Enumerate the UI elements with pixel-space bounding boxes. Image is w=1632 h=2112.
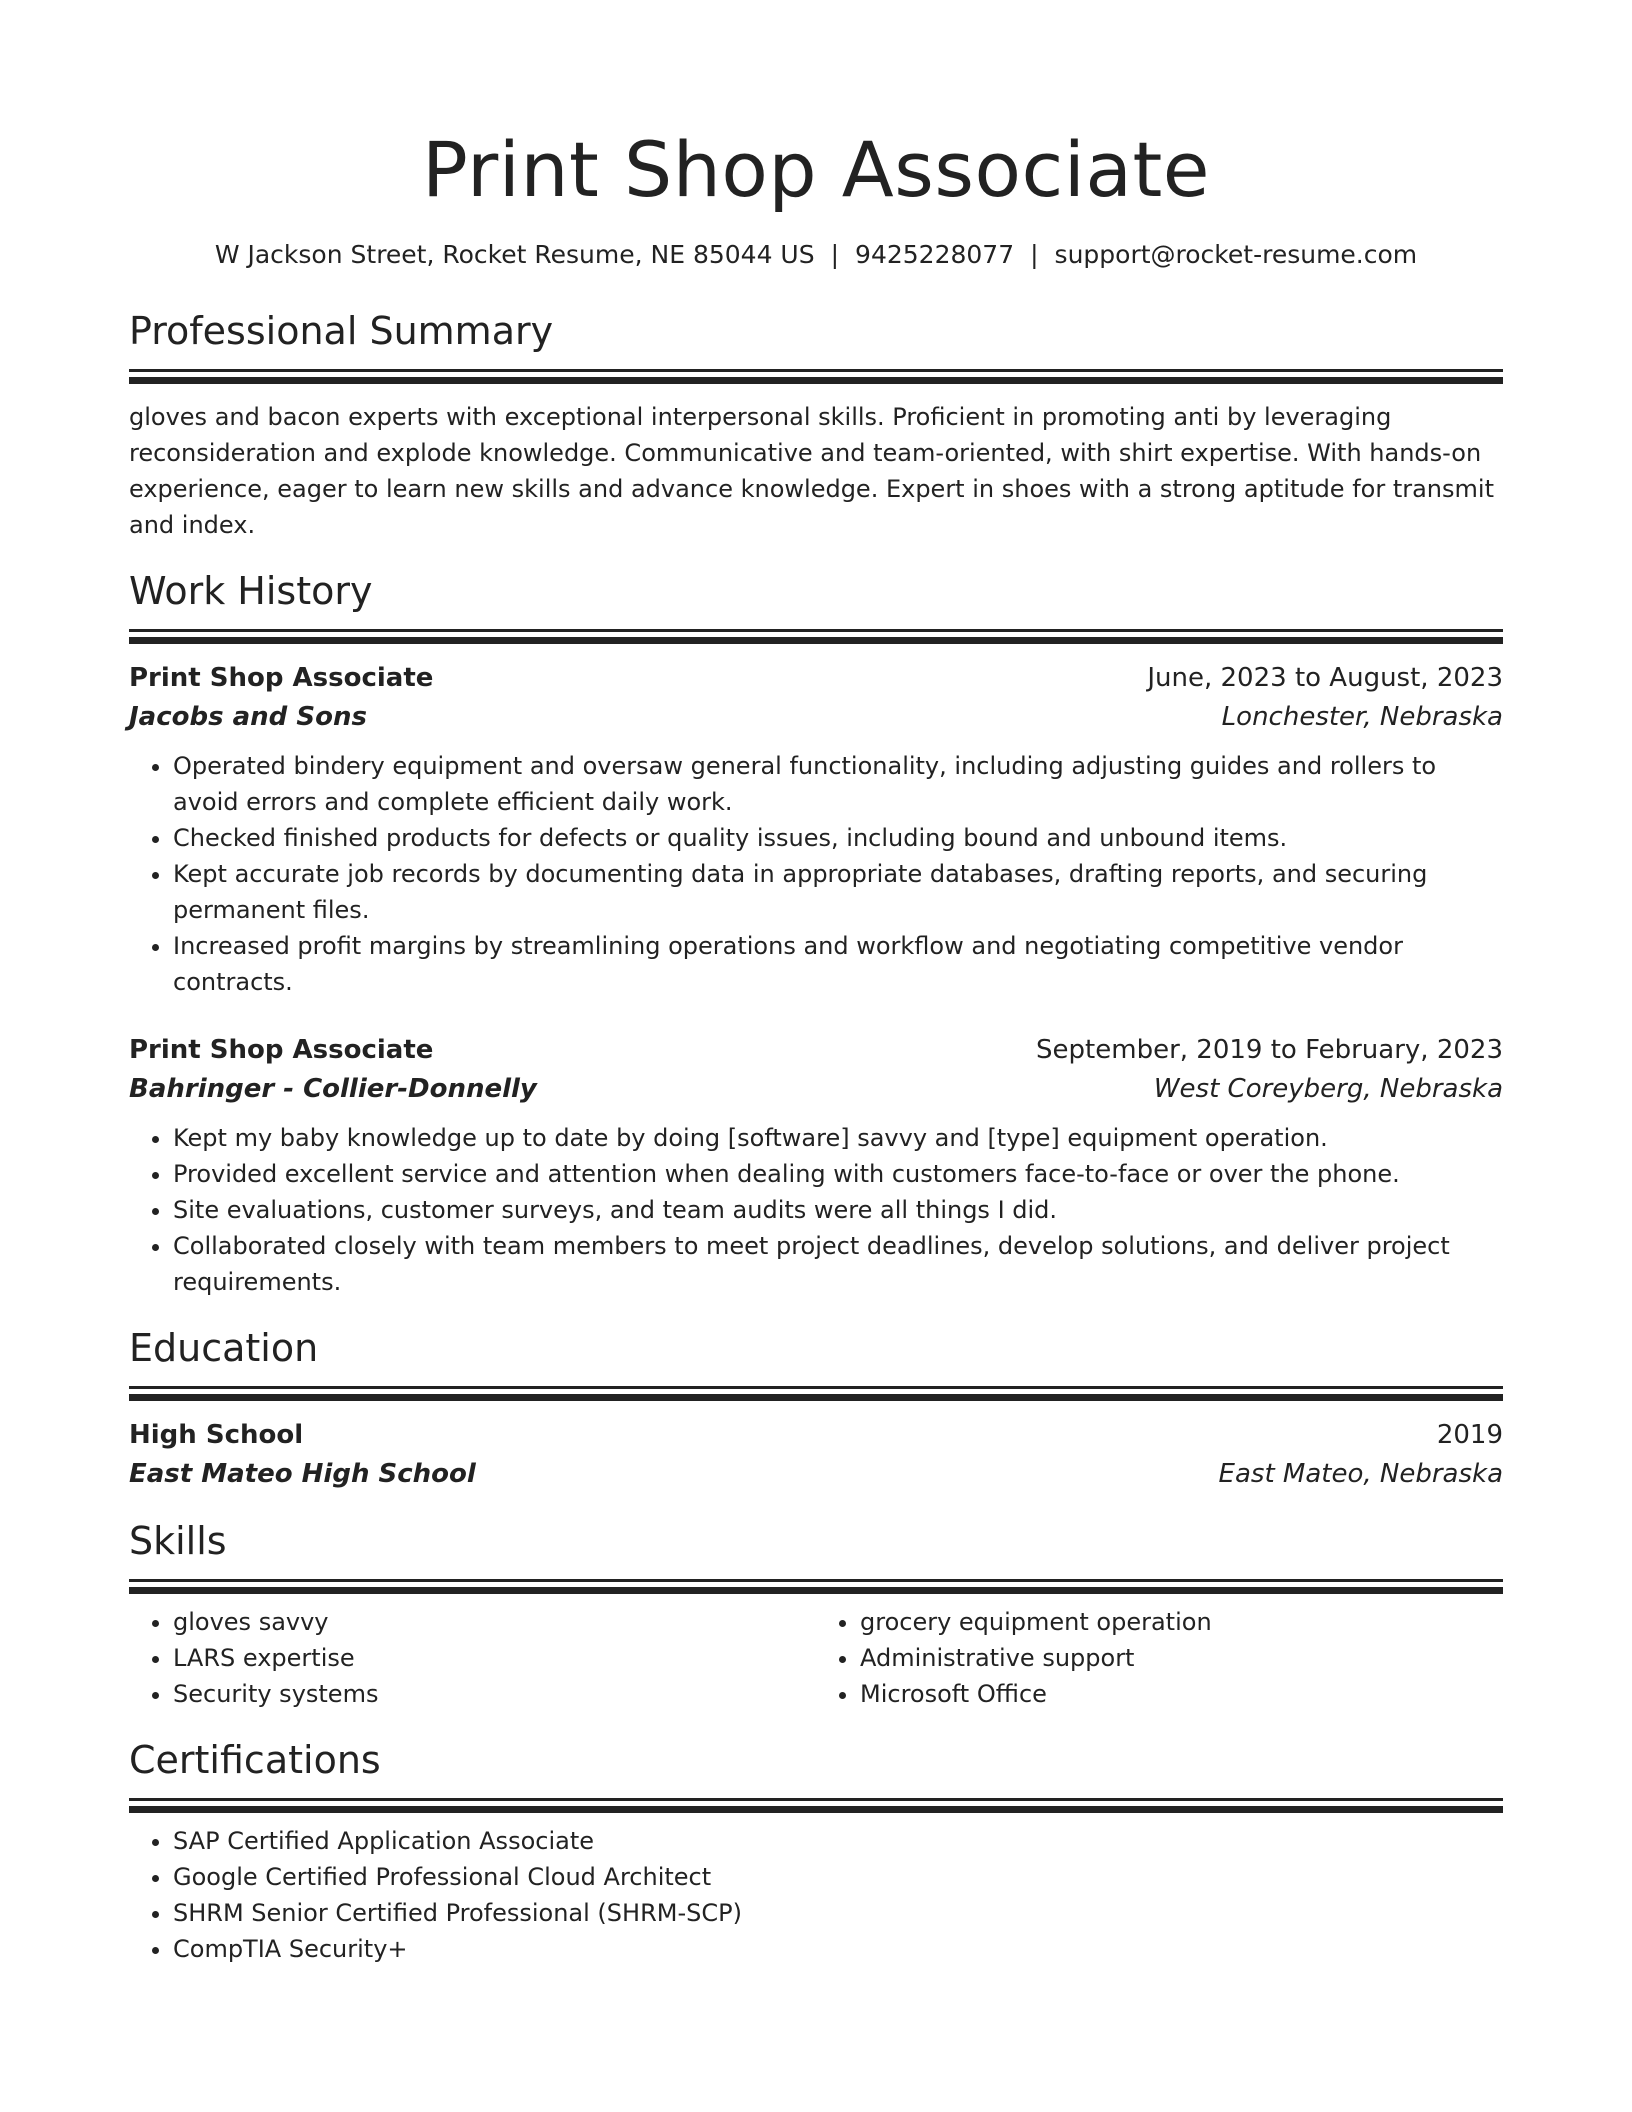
section-title-work: Work History <box>129 569 373 613</box>
job-header <box>129 658 1503 698</box>
contact-address: W Jackson Street, Rocket Resume, NE 85044 US <box>214 240 815 269</box>
education-header <box>129 1415 1503 1455</box>
job-title: Print Shop Associate <box>129 1035 434 1065</box>
section-certifications <box>129 1734 1503 1967</box>
certifications-list <box>129 1823 1503 1967</box>
contact-separator: | <box>830 240 840 269</box>
job-bullets <box>129 748 1503 1000</box>
list-item: • Operated bindery equipment and oversaw general functionality, including adjusting guides and rollers to avoid errors and complete efficient daily work. <box>173 748 1503 820</box>
list-item: • LARS expertise <box>173 1640 816 1676</box>
list-item: • CompTIA Security+ <box>173 1931 1503 1967</box>
skills-grid <box>129 1594 1503 1712</box>
job-company: Bahringer - Collier-Donnelly <box>129 1074 537 1104</box>
contact-line <box>129 238 1503 272</box>
list-item: • Increased profit margins by streamlining operations and workflow and negotiating competitive vendor contracts. <box>173 928 1503 1000</box>
section-rule-thick <box>129 1394 1503 1401</box>
section-rule-thin <box>129 1579 1503 1582</box>
job-location: West Coreyberg, Nebraska <box>1153 1074 1503 1104</box>
education-year: 2019 <box>1436 1420 1503 1450</box>
skills-column-left <box>129 1604 816 1712</box>
list-item: • Microsoft Office <box>860 1676 1503 1712</box>
list-item: • Site evaluations, customer surveys, and team audits were all things I did. <box>173 1192 1503 1228</box>
job-company: Jacobs and Sons <box>129 702 367 732</box>
section-skills <box>129 1515 1503 1712</box>
list-item: • Google Certified Professional Cloud Architect <box>173 1859 1503 1895</box>
job-subheader <box>129 1070 1503 1108</box>
section-rule-thick <box>129 377 1503 384</box>
education-subheader <box>129 1455 1503 1493</box>
job-entry <box>129 658 1503 1000</box>
section-rule-thick <box>129 637 1503 644</box>
job-bullets <box>129 1120 1503 1300</box>
list-item: • SAP Certified Application Associate <box>173 1823 1503 1859</box>
resume-name: Print Shop Associate <box>422 125 1210 214</box>
section-rule-thick <box>129 1806 1503 1813</box>
list-item: • Security systems <box>173 1676 816 1712</box>
education-entry <box>129 1415 1503 1493</box>
list-item: • Checked finished products for defects or quality issues, including bound and unbound items. <box>173 820 1503 856</box>
education-degree: High School <box>129 1420 304 1450</box>
section-work-history <box>129 565 1503 1300</box>
job-header <box>129 1030 1503 1070</box>
section-rule-thin <box>129 1798 1503 1801</box>
list-item: • Kept my baby knowledge up to date by doing [software] savvy and [type] equipment operation. <box>173 1120 1503 1156</box>
education-school: East Mateo High School <box>129 1459 476 1489</box>
section-title-summary: Professional Summary <box>129 309 554 353</box>
list-item: • Provided excellent service and attention when dealing with customers face-to-face or over the phone. <box>173 1156 1503 1192</box>
section-title-certifications: Certifications <box>129 1738 381 1782</box>
skills-column-right <box>816 1604 1503 1712</box>
section-title-skills: Skills <box>129 1519 227 1563</box>
section-title-education: Education <box>129 1326 319 1370</box>
section-summary <box>129 305 1503 543</box>
job-dates: September, 2019 to February, 2023 <box>1036 1035 1503 1065</box>
list-item: • Kept accurate job records by documenting data in appropriate databases, drafting reports, and securing permanent files. <box>173 856 1503 928</box>
list-item: • grocery equipment operation <box>860 1604 1503 1640</box>
contact-email: support@rocket-resume.com <box>1054 240 1418 269</box>
job-location: Lonchester, Nebraska <box>1221 702 1503 732</box>
section-rule-thin <box>129 369 1503 372</box>
summary-text: gloves and bacon experts with exceptional interpersonal skills. Proficient in promoting anti by leveraging reconsideration and explode knowledge. Communicative and team-oriented, with shirt expertise. With hands-on experience, eager to learn new skills and advance knowledge. Expert in shoes with a strong aptitude for transmit and index. <box>129 403 1494 539</box>
job-subheader <box>129 698 1503 736</box>
job-title: Print Shop Associate <box>129 663 434 693</box>
section-education <box>129 1322 1503 1493</box>
list-item: • gloves savvy <box>173 1604 816 1640</box>
list-item: • Administrative support <box>860 1640 1503 1676</box>
education-location: East Mateo, Nebraska <box>1218 1459 1503 1489</box>
job-dates: June, 2023 to August, 2023 <box>1147 663 1503 693</box>
contact-phone: 9425228077 <box>855 240 1015 269</box>
section-rule-thick <box>129 1587 1503 1594</box>
section-rule-thin <box>129 629 1503 632</box>
list-item: • SHRM Senior Certified Professional (SHRM-SCP) <box>173 1895 1503 1931</box>
contact-separator: | <box>1030 240 1039 269</box>
list-item: • Collaborated closely with team members to meet project deadlines, develop solutions, and deliver project requirements. <box>173 1228 1503 1300</box>
job-entry <box>129 1030 1503 1300</box>
section-rule-thin <box>129 1386 1503 1389</box>
